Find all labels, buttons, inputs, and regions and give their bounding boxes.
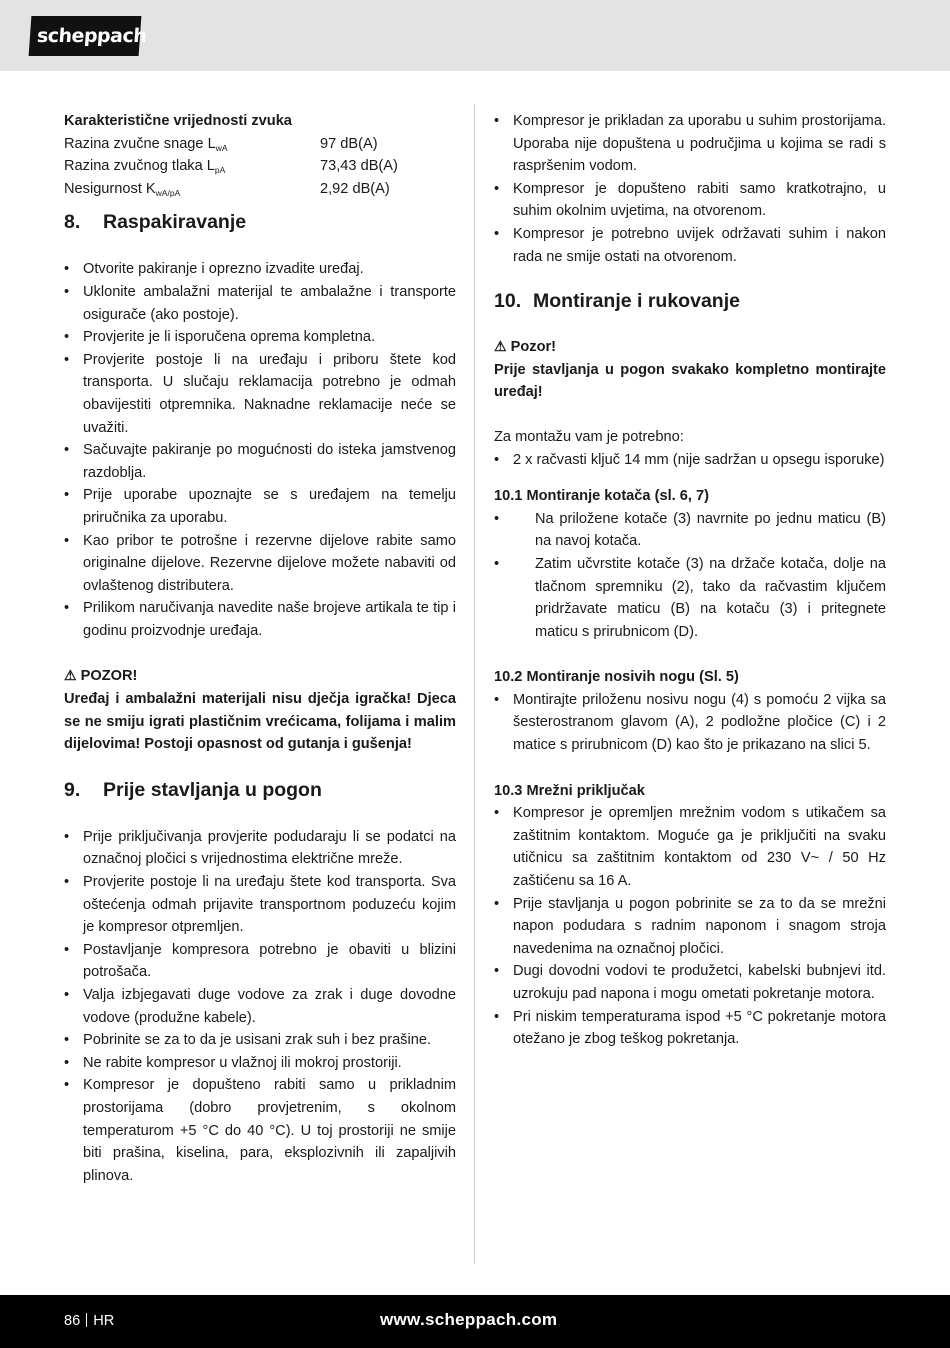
usage-conditions-list <box>494 110 886 268</box>
tools-needed-intro: Za montažu vam je potrebno: <box>494 428 684 445</box>
section-title: Prije stavljanja u pogon <box>103 778 322 801</box>
list-item: • Na priložene kotače (3) navrnite po jednu maticu (B) na navoj kotača. <box>494 508 886 553</box>
feet-mounting-list <box>494 689 886 757</box>
list-item: • Ne rabite kompresor u vlažnoj ili mokroj prostoriji. <box>64 1052 456 1075</box>
spec-label: Razina zvučnog tlaka L <box>64 158 215 175</box>
warning-heading <box>494 335 886 359</box>
spec-row-uncertainty <box>64 178 456 201</box>
spec-row-sound-pressure <box>64 155 456 178</box>
page-header <box>0 0 950 71</box>
section-number: 10. <box>494 290 522 313</box>
list-item: • Otvorite pakiranje i oprezno izvadite uređaj. <box>64 258 456 281</box>
spec-value: 2,92 dB(A) <box>320 180 390 197</box>
list-item: • Zatim učvrstite kotače (3) na držače kotača, dolje na tlačnom spremniku (2), tako da račvastim ključem pridržavate maticu (B) na kotaču (3) i pritegnete maticu s prirubnicom (D). <box>494 553 886 643</box>
list-item: • Kompresor je opremljen mrežnim vodom s utikačem sa zaštitnim kontaktom. Moguće ga je priključiti na svaku utičnicu sa zaštitnim kontaktom od 230 V~ / 50 Hz zaštićenu sa 16 A. <box>494 802 886 892</box>
language-code: HR <box>93 1313 115 1329</box>
footer-separator <box>86 1313 87 1327</box>
section-number: 9. <box>64 778 81 801</box>
tools-needed-list <box>494 449 886 472</box>
section-title: Montiranje i rukovanje <box>533 290 740 313</box>
spec-subscript: wA <box>215 142 228 153</box>
warning-icon: ⚠ <box>64 667 77 684</box>
wheels-mounting-list <box>494 508 886 644</box>
section-8-heading <box>64 209 456 235</box>
column-divider <box>474 104 475 1264</box>
spec-label: Nesigurnost K <box>64 180 156 197</box>
warning-heading <box>64 664 456 688</box>
page-number: 86 <box>64 1313 81 1329</box>
section-9-heading <box>64 777 456 803</box>
list-item: • Montirajte priloženu nosivu nogu (4) s pomoću 2 vijka sa šesterostranom glavom (A), 2 podložne pločice (C) i 2 matice s prirubnicom (D) kao što je prikazano na slici 5. <box>494 689 886 757</box>
list-item: • 2 x račvasti ključ 14 mm (nije sadržan u opsegu isporuke) <box>494 449 886 472</box>
list-item: • Prije uporabe upoznajte se s uređajem na temelju priručnika za uporabu. <box>64 484 456 529</box>
spec-row-sound-power <box>64 133 456 156</box>
list-item: • Provjerite postoje li na uređaju i priboru štete kod transporta. U slučaju reklamacija potrebno je odmah obavijestiti otpremnika. Naknadne reklamacije neće se uvažiti. <box>64 349 456 439</box>
list-item: • Prije priključivanja provjerite podudaraju li se podatci na označnoj pločici s vrijednostima električne mreže. <box>64 826 456 871</box>
section-10-heading <box>494 288 886 314</box>
spec-subscript: wA/pA <box>155 187 181 198</box>
list-item: • Dugi dovodni vodovi te produžetci, kabelski bubnjevi itd. uzrokuju pad napona i mogu ometati pokretanje motora. <box>494 960 886 1005</box>
mains-connection-list <box>494 802 886 1051</box>
list-item: • Postavljanje kompresora potrebno je obaviti u blizini potrošača. <box>64 939 456 984</box>
list-item: • Provjerite postoje li na uređaju štete kod transporta. Sva oštećenja odmah prijavite transportnom poduzeću kojim je kompresor otpremljen. <box>64 871 456 939</box>
spec-value: 97 dB(A) <box>320 135 378 152</box>
warning-text: Uređaj i ambalažni materijali nisu dječja igračka! Djeca se ne smiju igrati plastičnim vrećicama, folijama i malim dijelovima! Postoji opasnost od gutanja i gušenja! <box>64 691 456 753</box>
section-title: Raspakiravanje <box>103 211 247 234</box>
list-item: • Valja izbjegavati duge vodove za zrak i duge dovodne vodove (produžne kabele). <box>64 984 456 1029</box>
sound-values-title: Karakteristične vrijednosti zvuka <box>64 113 292 129</box>
section-number: 8. <box>64 211 81 234</box>
website-link[interactable]: www.scheppach.com <box>380 1310 558 1329</box>
subsection-10-2-title: 10.2 Montiranje nosivih nogu (Sl. 5) <box>494 669 739 686</box>
list-item: • Kao pribor te potrošne i rezervne dijelove rabite samo originalne dijelove. Rezervne dijelove možete nabaviti od ovlaštenog distributera. <box>64 530 456 598</box>
left-column <box>64 110 456 1187</box>
list-item: • Kompresor je dopušteno rabiti samo kratkotrajno, u suhim okolnim uvjetima, na otvorenom. <box>494 178 886 223</box>
list-item: • Provjerite je li isporučena oprema kompletna. <box>64 326 456 349</box>
warning-title: POZOR! <box>80 668 138 685</box>
subsection-10-3-title: 10.3 Mrežni priključak <box>494 782 645 799</box>
page-number-block <box>64 1311 114 1331</box>
warning-text: Prije stavljanja u pogon svakako kompletno montirajte uređaj! <box>494 361 886 401</box>
spec-label: Razina zvučne snage L <box>64 135 216 152</box>
warning-title: Pozor! <box>510 339 557 356</box>
spec-subscript: pA <box>214 165 226 176</box>
page-footer <box>0 1295 950 1348</box>
spec-value: 73,43 dB(A) <box>320 158 398 175</box>
list-item: • Kompresor je prikladan za uporabu u suhim prostorijama. Uporaba nije dopuštena u područjima u kojima se radi s raspršenim vodom. <box>494 110 886 178</box>
subsection-10-1-title: 10.1 Montiranje kotača (sl. 6, 7) <box>494 488 709 505</box>
list-item: • Uklonite ambalažni materijal te ambalažne i transporte osigurače (ako postoje). <box>64 281 456 326</box>
list-item: • Prilikom naručivanja navedite naše brojeve artikala te tip i godinu proizvodnje uređaja. <box>64 597 456 642</box>
list-item: • Kompresor je dopušteno rabiti samo u prikladnim prostorijama (dobro provjetrenim, s okolnom temperaturom +5 °C do 40 °C). U toj prostoriji ne smije biti prašina, kiselina, para, eksplozivnih ili zapaljivih plinova. <box>64 1074 456 1187</box>
list-item: • Pri niskim temperaturama ispod +5 °C pokretanje motora otežano je zbog teškog pokretanja. <box>494 1006 886 1051</box>
list-item: • Sačuvajte pakiranje po mogućnosti do isteka jamstvenog razdoblja. <box>64 439 456 484</box>
list-item: • Prije stavljanja u pogon pobrinite se za to da se mrežni napon podudara s radnim naponom i snagom stroja navedenima na označnoj pločici. <box>494 893 886 961</box>
list-item: • Kompresor je potrebno uvijek održavati suhim i nakon rada ne smije ostati na otvorenom. <box>494 223 886 268</box>
before-operation-list <box>64 826 456 1188</box>
warning-icon: ⚠ <box>494 338 507 355</box>
list-item: • Pobrinite se za to da je usisani zrak suh i bez prašine. <box>64 1029 456 1052</box>
right-column <box>494 110 886 1051</box>
scheppach-logo: scheppach <box>29 16 142 56</box>
unpacking-list <box>64 258 456 642</box>
